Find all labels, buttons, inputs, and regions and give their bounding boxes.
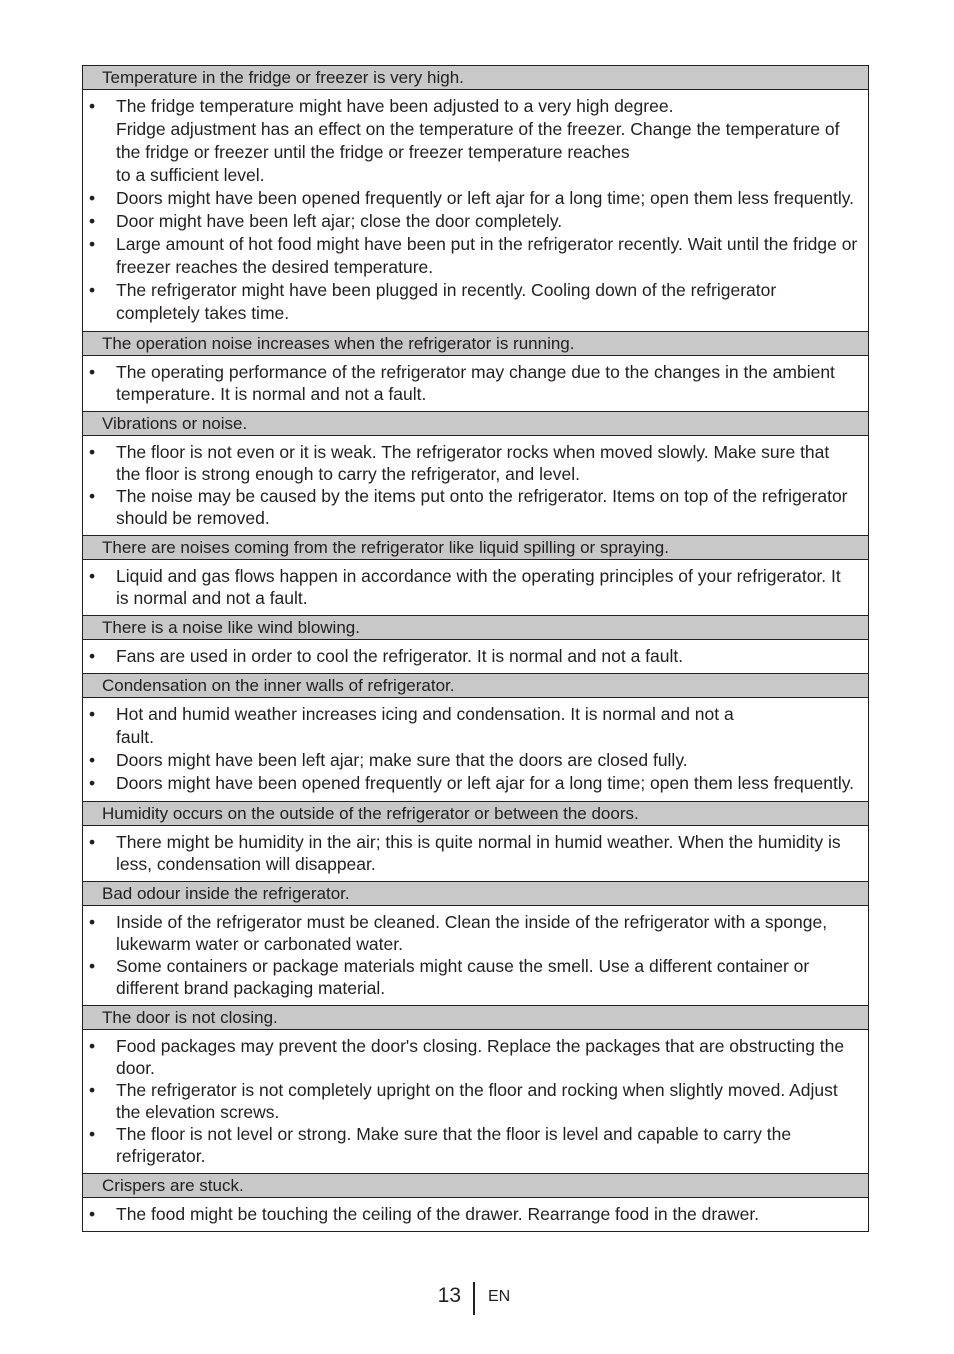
list-item [89,831,858,875]
bullet-icon: • [89,773,96,793]
language-code: EN [488,1288,511,1305]
list-item-text: The fridge temperature might have been adjusted to a very high degree. Fridge adjustment has an effect on the temperature of the freezer. Change the temperature of the fridge or freezer until the fridge or freezer temperature reaches to a sufficient level. [116,96,840,185]
bullet-icon: • [89,832,96,852]
list-item-text: The refrigerator might have been plugged in recently. Cooling down of the refrigerator completely takes time. [116,280,777,323]
list-item [89,441,858,485]
list-item-text: Food packages may prevent the door's closing. Replace the packages that are obstructing the door. [116,1036,845,1078]
bullet-icon: • [89,912,96,932]
section-header: Condensation on the inner walls of refrigerator. [83,674,868,698]
bullet-icon: • [89,646,96,666]
troubleshooting-table [82,65,869,1232]
bullet-icon: • [89,750,96,770]
section-header: Crispers are stuck. [83,1174,868,1198]
list-item-text: The floor is not even or it is weak. The refrigerator rocks when moved slowly. Make sure that the floor is strong enough to carry the refrigerator, and level. [116,442,830,484]
list-item-text: Door might have been left ajar; close the door completely. [116,211,563,231]
section-header: The operation noise increases when the refrigerator is running. [83,332,868,356]
list-item-text: Doors might have been left ajar; make sure that the doors are closed fully. [116,750,688,770]
list-item-text: Large amount of hot food might have been put in the refrigerator recently. Wait until the fridge or freezer reaches the desired temperature. [116,234,858,277]
section-body [83,436,868,536]
section-header: There is a noise like wind blowing. [83,616,868,640]
page-footer [0,1282,954,1316]
bullet-icon: • [89,486,96,506]
list-item [89,703,858,749]
section-header: There are noises coming from the refrigerator like liquid spilling or spraying. [83,536,868,560]
bullet-icon: • [89,704,96,724]
section-header: The door is not closing. [83,1006,868,1030]
list-item [89,749,858,772]
list-item [89,565,858,609]
section-header: Bad odour inside the refrigerator. [83,882,868,906]
list-item-text: The food might be touching the ceiling of the drawer. Rearrange food in the drawer. [116,1204,760,1224]
section-header: Vibrations or noise. [83,412,868,436]
bullet-icon: • [89,956,96,976]
bullet-icon: • [89,280,96,300]
section-body [83,640,868,674]
section-body [83,90,868,332]
section-body [83,698,868,802]
bullet-icon: • [89,442,96,462]
section-body [83,560,868,616]
list-item [89,187,858,210]
list-item-text: There might be humidity in the air; this is quite normal in humid weather. When the humidity is less, condensation will disappear. [116,832,841,874]
section-body [83,826,868,882]
list-item-text: Hot and humid weather increases icing and condensation. It is normal and not a fault. [116,704,734,747]
list-item [89,485,858,529]
list-item [89,955,858,999]
section-body [83,1030,868,1174]
section-body [83,356,868,412]
list-item [89,911,858,955]
bullet-icon: • [89,1204,96,1224]
list-item-text: The refrigerator is not completely upright on the floor and rocking when slightly moved. Adjust the elevation screws. [116,1080,838,1122]
bullet-icon: • [89,188,96,208]
list-item [89,279,858,325]
list-item [89,1079,858,1123]
bullet-icon: • [89,1036,96,1056]
list-item-text: Some containers or package materials might cause the smell. Use a different container or different brand packaging material. [116,956,810,998]
bullet-icon: • [89,96,96,116]
bullet-icon: • [89,362,96,382]
bullet-icon: • [89,1080,96,1100]
list-item-text: The noise may be caused by the items put onto the refrigerator. Items on top of the refrigerator should be removed. [116,486,848,528]
list-item-text: Liquid and gas flows happen in accordance with the operating principles of your refrigerator. It is normal and not a fault. [116,566,841,608]
section-header: Temperature in the fridge or freezer is very high. [83,66,868,90]
footer-divider [473,1282,475,1315]
list-item [89,645,858,667]
list-item-text: Inside of the refrigerator must be cleaned. Clean the inside of the refrigerator with a sponge, lukewarm water or carbonated water. [116,912,828,954]
list-item-text: Doors might have been opened frequently or left ajar for a long time; open them less frequently. [116,188,855,208]
section-body [83,1198,868,1231]
section-header: Humidity occurs on the outside of the refrigerator or between the doors. [83,802,868,826]
list-item [89,95,858,187]
list-item [89,361,858,405]
list-item-text: The operating performance of the refrigerator may change due to the changes in the ambient temperature. It is normal and not a fault. [116,362,835,404]
page-number: 13 [437,1284,461,1307]
section-body [83,906,868,1006]
bullet-icon: • [89,566,96,586]
list-item [89,772,858,795]
list-item-text: The floor is not level or strong. Make sure that the floor is level and capable to carry the refrigerator. [116,1124,792,1166]
list-item [89,1203,858,1225]
list-item [89,1035,858,1079]
list-item-text: Doors might have been opened frequently or left ajar for a long time; open them less frequently. [116,773,855,793]
list-item [89,233,858,279]
list-item [89,1123,858,1167]
bullet-icon: • [89,211,96,231]
bullet-icon: • [89,1124,96,1144]
bullet-icon: • [89,234,96,254]
list-item-text: Fans are used in order to cool the refrigerator. It is normal and not a fault. [116,646,684,666]
list-item [89,210,858,233]
